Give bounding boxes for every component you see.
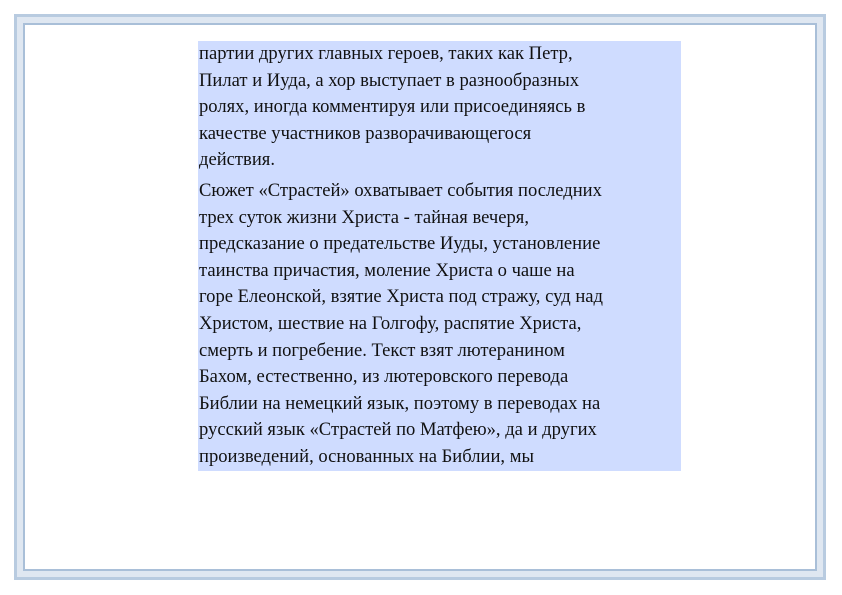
paragraph-plot: Сюжет «Страстей» охватывает события последних трех суток жизни Христа - тайная вечеря, предсказание о предательстве Иуды, установление таинства причастия, моление Христа о чаше на горе Елеонской, взятие Христа под стражу, суд над Христом, шествие на Голгофу, распятие Христа, смерть и погребение. Текст взят лютеранином Бахом, естественно, из лютеровского перевода Библии на немецкий язык, поэтому в переводах на русский язык «Страстей по Матфею», да и других произведений, основанных на Библии, мы	[199, 179, 603, 467]
body-text-box[interactable]	[198, 41, 681, 471]
paragraph-intro: партии других главных героев, таких как Петр, Пилат и Иуда, а хор выступает в разнообразных ролях, иногда комментируя или присоединяясь в качестве участников разворачивающегося действия.	[199, 43, 586, 171]
